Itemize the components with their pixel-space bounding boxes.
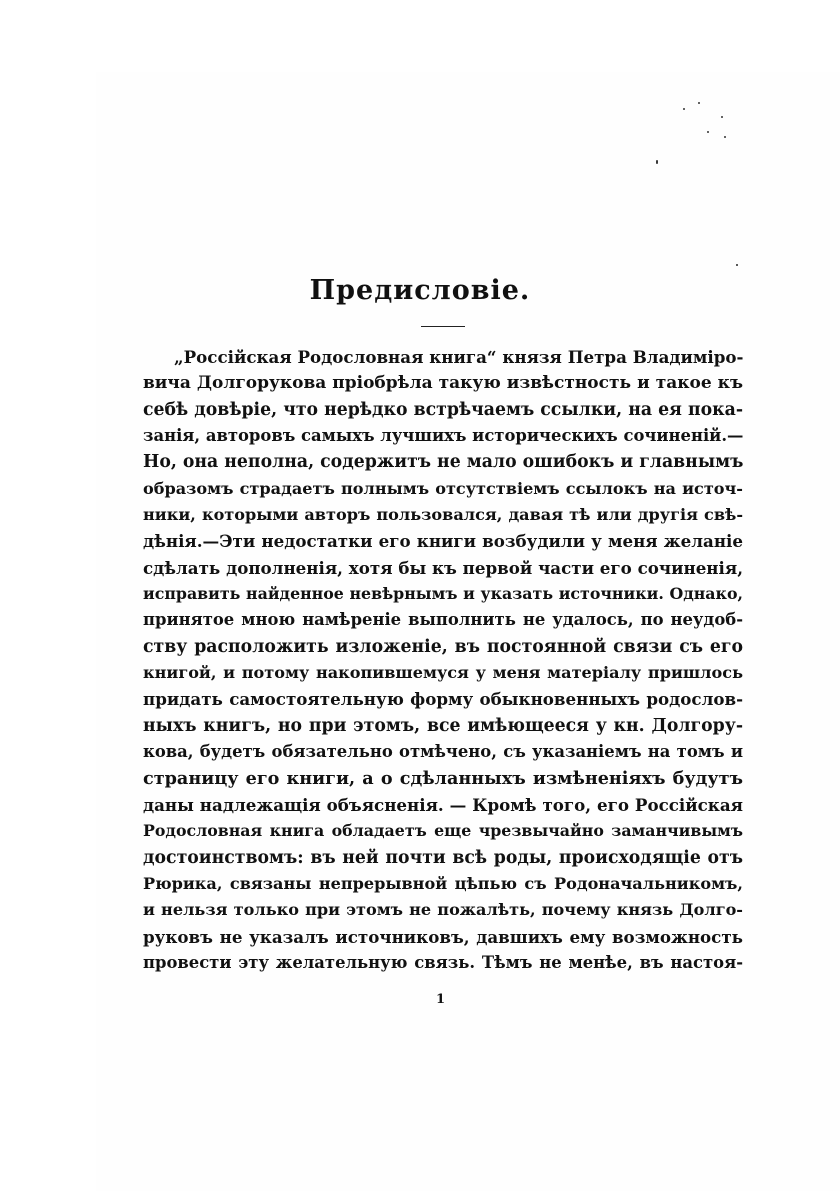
text-line: Рюрика, связаны непрерывной цѣпью съ Родоначальникомъ, [143, 873, 743, 893]
text-line: ству расположить изложеніе, въ постоянной связи съ его [143, 636, 743, 657]
text-line: себѣ довѣріе, что нерѣдко встрѣчаемъ ссылки, на ея пока- [143, 399, 743, 420]
text-line: страницу его книги, а о сдѣланныхъ измѣненіяхъ будутъ [143, 767, 743, 789]
text-line: руковъ не указалъ источниковъ, давшихъ ему возможность [143, 926, 743, 947]
text-line: сдѣлать дополненія, хотя бы къ первой части его сочиненія, [143, 557, 743, 578]
scan-speck [736, 264, 738, 266]
scan-speck [656, 160, 658, 164]
scan-speck [724, 136, 726, 138]
scan-speck [721, 116, 723, 118]
text-line: достоинствомъ: въ ней почти всѣ роды, происходящіе отъ [143, 847, 743, 868]
body-paragraph [143, 344, 743, 976]
text-line: книгой, и потому накопившемуся у меня матеріалу пришлось [143, 663, 743, 683]
title-rule [421, 326, 465, 327]
text-line: и нельзя только при этомъ не пожалѣть, почему князь Долго- [143, 900, 743, 920]
text-line: вича Долгорукова пріобрѣла такую извѣстность и такое къ [143, 373, 743, 394]
text-line: образомъ страдаетъ полнымъ отсутствіемъ ссылокъ на источ- [143, 478, 743, 498]
text-line: даны надлежащія объясненія. — Кромѣ того, его Россійская [143, 794, 743, 815]
text-line: Родословная книга обладаетъ еще чрезвычайно заманчивымъ [143, 821, 743, 841]
page-title: Предисловіе. [309, 275, 531, 306]
scan-speck [698, 102, 700, 104]
text-line: придать самостоятельную форму обыкновенныхъ родослов- [143, 689, 743, 710]
scan-speck [683, 108, 685, 110]
text-line: дѣнія.—Эти недостатки его книги возбудили у меня желаніе [143, 531, 743, 552]
text-line: ники, которыми авторъ пользовался, давая тѣ или другія свѣ- [143, 505, 743, 525]
text-line: ныхъ книгъ, но при этомъ, все имѣющееся у кн. Долгору- [143, 715, 743, 736]
text-line: исправить найденное невѣрнымъ и указать источники. Однако, [143, 584, 743, 604]
page-number: 1 [436, 992, 446, 1007]
text-line: провести эту желательную связь. Тѣмъ не менѣе, въ настоя- [143, 952, 743, 972]
text-line: Но, она неполна, содержитъ не мало ошибокъ и главнымъ [143, 452, 744, 473]
scan-speck [707, 131, 709, 133]
text-line: кова, будетъ обязательно отмѣчено, съ указаніемъ на томъ и [143, 742, 743, 762]
text-line: „Россійская Родословная книга“ князя Петра Владиміро- [174, 347, 744, 367]
text-line: занія, авторовъ самыхъ лучшихъ историческихъ сочиненій.— [143, 426, 744, 446]
text-line: принятое мною намѣреніе выполнить не удалось, по неудоб- [143, 610, 743, 630]
